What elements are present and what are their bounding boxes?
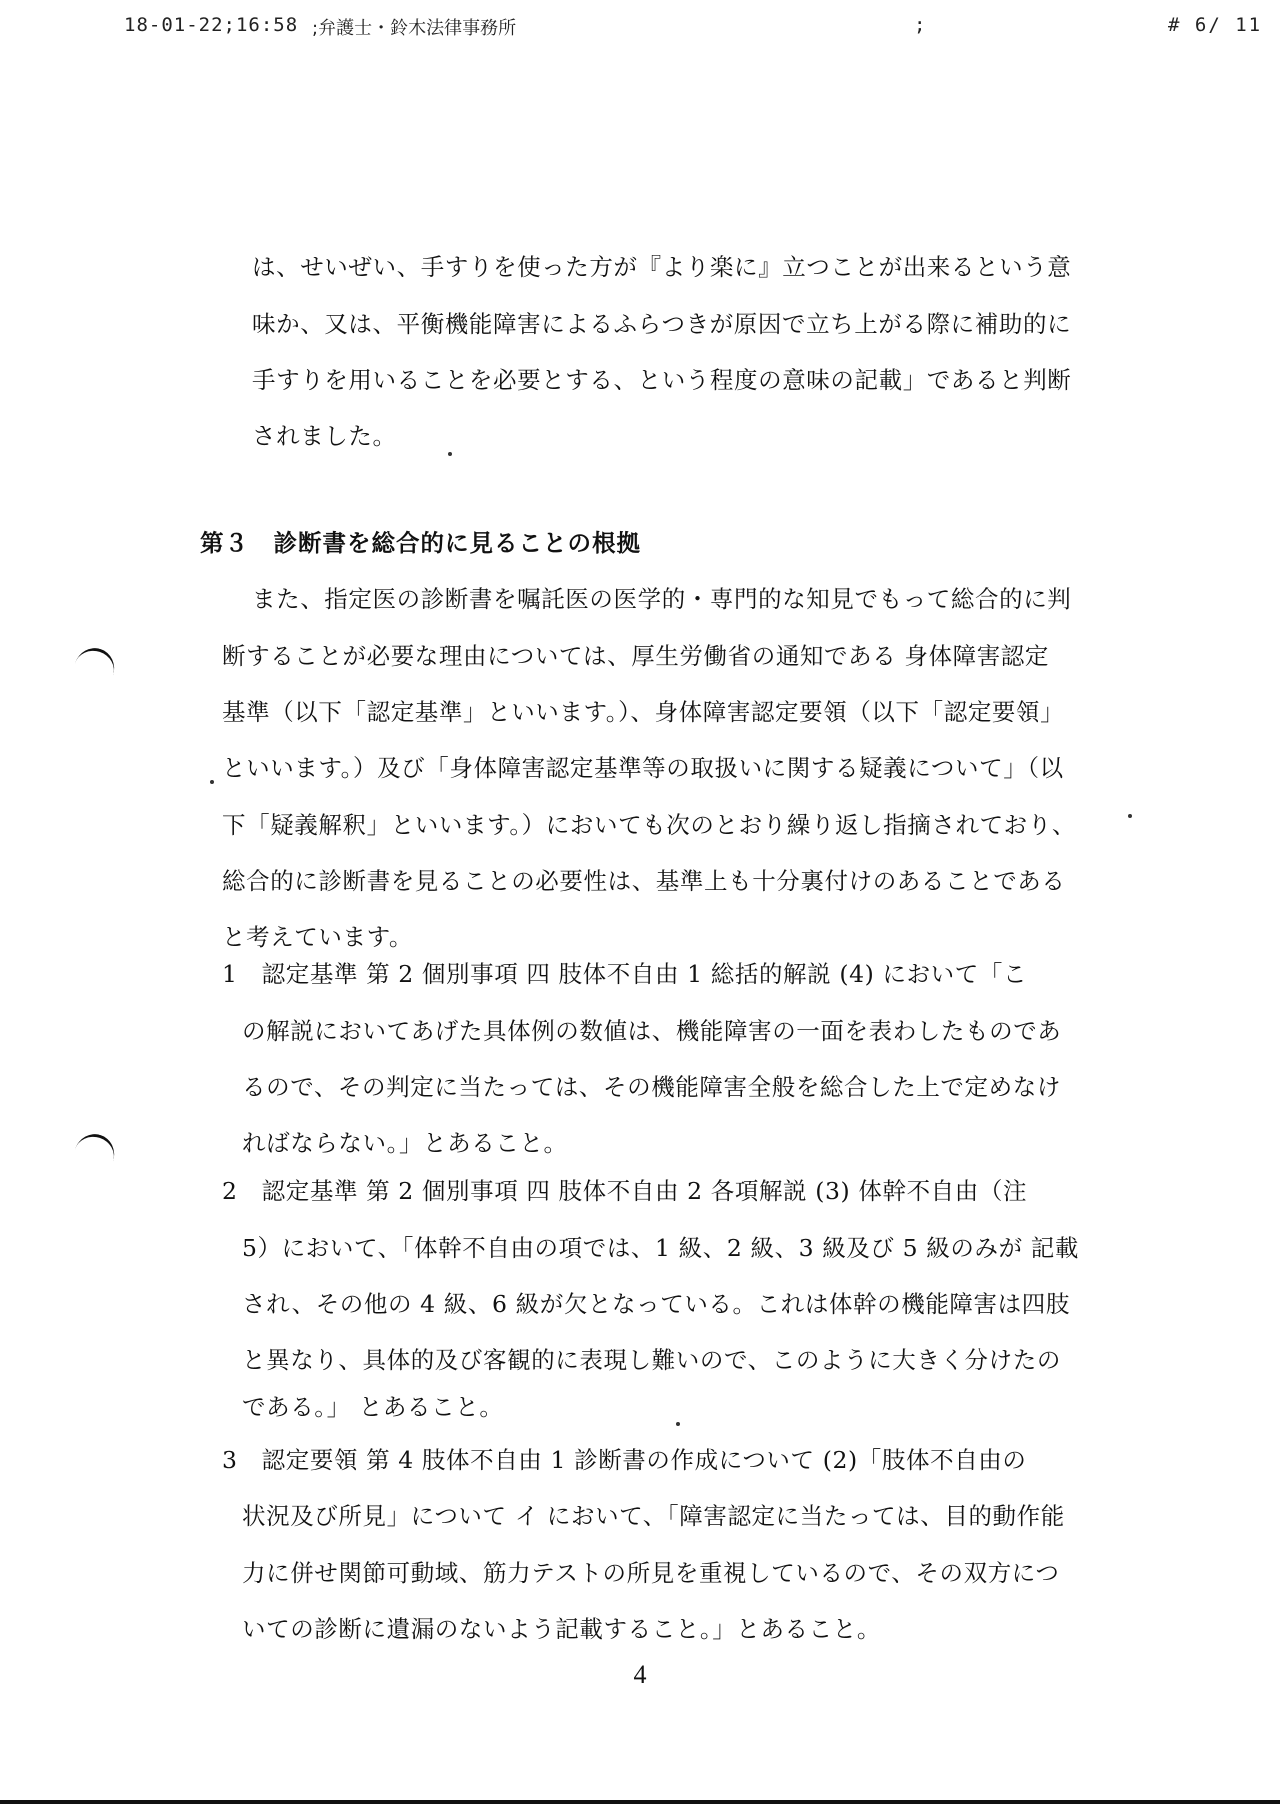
list-item-line: 3 認定要領 第 4 肢体不自由 1 診断書の作成について (2)「肢体不自由の (222, 1446, 1027, 1474)
section-heading: 第３ 診断書を総合的に見ることの根拠 (200, 529, 641, 557)
list-item-line: るので、その判定に当たっては、その機能障害全般を総合した上で定めなけ (242, 1073, 1061, 1101)
body-line: 手すりを用いることを必要とする、という程度の意味の記載」であると判断 (252, 366, 1072, 394)
fax-separator: ; (914, 14, 926, 36)
scan-speck (210, 780, 214, 784)
punch-hole-mark (68, 1129, 119, 1182)
body-line: また、指定医の診断書を嘱託医の医学的・専門的な知見でもって総合的に判 (252, 585, 1072, 613)
body-line: は、せいぜい、手すりを使った方が『より楽に』立つことが出来るという意 (252, 253, 1072, 281)
scan-speck (676, 1422, 680, 1426)
list-item-line: ればならない。」とあること。 (242, 1129, 568, 1157)
fax-sender: ;弁護士・鈴木法律事務所 (312, 18, 517, 39)
list-item-line: の解説においてあげた具体例の数値は、機能障害の一面を表わしたものであ (242, 1017, 1062, 1045)
body-line: 味か、又は、平衡機能障害によるふらつきが原因で立ち上がる際に補助的に (252, 310, 1072, 338)
page-number: 4 (633, 1660, 647, 1689)
body-line: といいます。）及び「身体障害認定基準等の取扱いに関する疑義について」（以 (222, 754, 1064, 782)
list-item-line: 2 認定基準 第 2 個別事項 四 肢体不自由 2 各項解説 (3) 体幹不自由（注 (222, 1177, 1028, 1205)
fax-page-counter: # 6/ 11 (1168, 14, 1263, 36)
punch-hole-mark (68, 643, 119, 696)
list-item-line: 状況及び所見」について イ において、「障害認定に当たっては、目的動作能 (242, 1502, 1065, 1530)
list-item-line: と異なり、具体的及び客観的に表現し難いので、このように大きく分けたの (242, 1346, 1061, 1374)
fax-timestamp: 18-01-22;16:58 (124, 14, 299, 36)
scan-speck (1128, 814, 1132, 818)
fax-header (0, 14, 1280, 54)
list-item-line: され、その他の 4 級、6 級が欠となっている。これは体幹の機能障害は四肢 (242, 1290, 1070, 1318)
page-bottom-edge (0, 1800, 1280, 1804)
body-line: 基準（以下「認定基準」といいます。）、身体障害認定要領（以下「認定要領」 (222, 698, 1065, 726)
list-item-line: である。」 とあること。 (242, 1393, 504, 1421)
body-line: 下「疑義解釈」といいます。）においても次のとおり繰り返し指摘されており、 (222, 811, 1076, 839)
list-item-line: 1 認定基準 第 2 個別事項 四 肢体不自由 1 総括的解説 (4) において「こ (222, 960, 1028, 988)
scan-speck (448, 452, 452, 456)
body-line: 総合的に診断書を見ることの必要性は、基準上も十分裏付けのあることである (222, 867, 1066, 895)
list-item-line: 5）において、「体幹不自由の項では、1 級、2 級、3 級及び 5 級のみが 記載 (242, 1234, 1079, 1262)
list-item-line: 力に併せ関節可動域、筋力テストの所見を重視しているので、その双方につ (242, 1559, 1060, 1587)
body-line: されました。 (252, 422, 397, 450)
body-line: 断することが必要な理由については、厚生労働省の通知である 身体障害認定 (222, 642, 1049, 670)
body-line: と考えています。 (222, 923, 413, 951)
list-item-line: いての診断に遺漏のないよう記載すること。」とあること。 (242, 1615, 881, 1643)
